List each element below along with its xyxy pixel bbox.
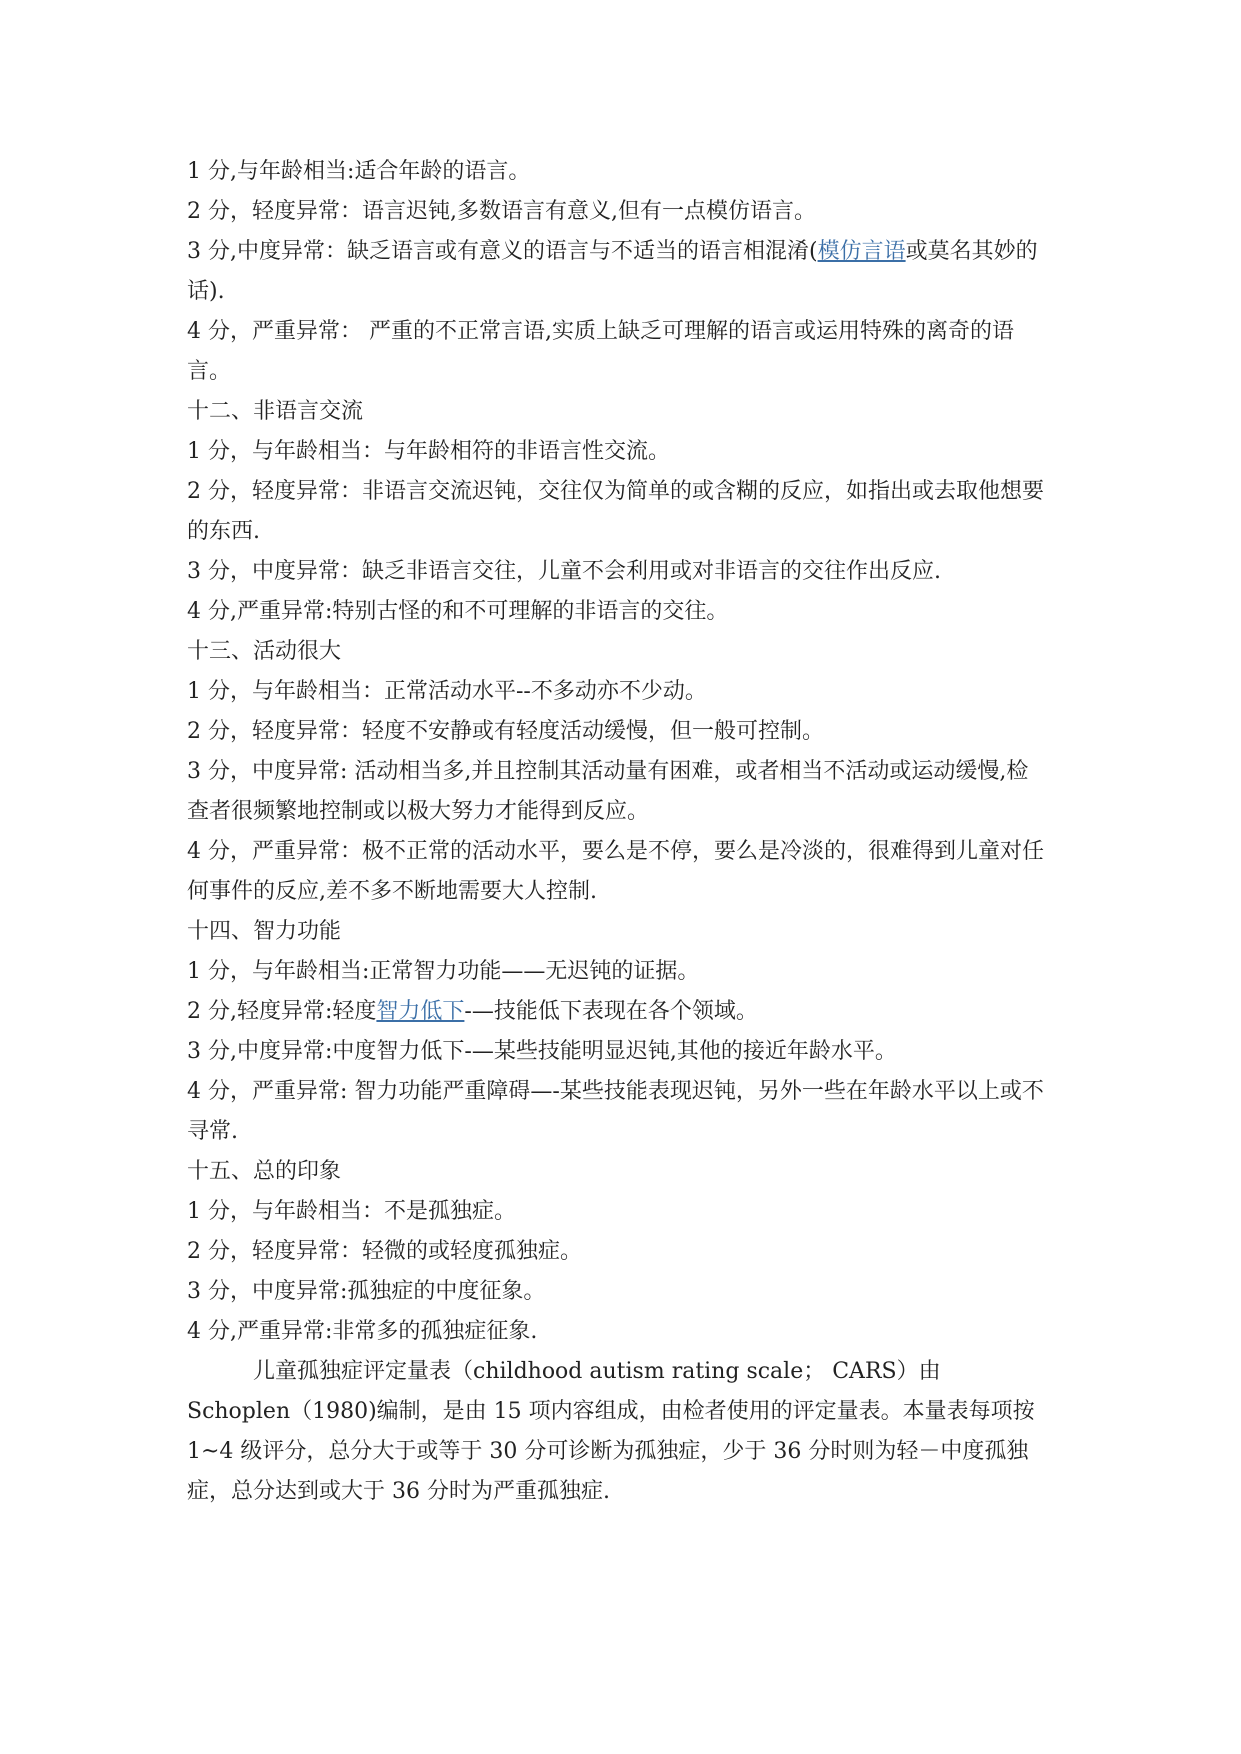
section-12-heading: 十二、非语言交流	[187, 399, 364, 424]
cars-summary-paragraph: 儿童孤独症评定量表（childhood autism rating scale； CARS）由 Schoplen（1980)编制，是由 15 项内容组成，由检者使用的评定量表。本量表每项按 1~4 级评分，总分大于或等于 30 分可诊断为孤独症，少于 36 分时则为轻－中度孤独症，总分达到或大于 36 分时为严重孤独症.	[187, 1359, 1035, 1504]
section-12-item-2: 2 分，轻度异常：非语言交流迟钝，交往仅为简单的或含糊的反应，如指出或去取他想要的东西.	[187, 479, 1044, 544]
section-14-item-2-after: -—技能低下表现在各个领域。	[464, 999, 758, 1024]
section-13-item-4: 4 分，严重异常：极不正常的活动水平，要么是不停，要么是冷淡的，很难得到儿童对任何事件的反应,差不多不断地需要大人控制.	[187, 839, 1044, 904]
language-item-3-after: 或莫名其妙的话).	[187, 239, 1038, 304]
section-13-item-2: 2 分，轻度异常：轻度不安静或有轻度活动缓慢，但一般可控制。	[187, 719, 824, 744]
section-15-item-1: 1 分，与年龄相当：不是孤独症。	[187, 1199, 516, 1224]
section-13-item-1: 1 分，与年龄相当：正常活动水平--不多动亦不少动。	[187, 679, 707, 704]
language-item-4: 4 分，严重异常： 严重的不正常言语,实质上缺乏可理解的语言或运用特殊的离奇的语言。	[187, 319, 1014, 384]
section-15-item-2: 2 分，轻度异常：轻微的或轻度孤独症。	[187, 1239, 582, 1264]
section-15-item-4: 4 分,严重异常:非常多的孤独症征象.	[187, 1319, 538, 1344]
section-14-item-2	[187, 992, 1047, 1032]
section-14-item-4: 4 分，严重异常: 智力功能严重障碍—-某些技能表现迟钝，另外一些在年龄水平以上或不寻常.	[187, 1079, 1044, 1144]
section-14-item-3: 3 分,中度异常:中度智力低下-—某些技能明显迟钝,其他的接近年龄水平。	[187, 1039, 897, 1064]
echolalia-link[interactable]: 模仿言语	[817, 239, 906, 264]
language-item-2: 2 分，轻度异常：语言迟钝,多数语言有意义,但有一点模仿语言。	[187, 199, 816, 224]
section-12-item-3: 3 分，中度异常：缺乏非语言交往，儿童不会利用或对非语言的交往作出反应.	[187, 559, 941, 584]
section-14-heading: 十四、智力功能	[187, 919, 342, 944]
language-item-3	[187, 232, 1047, 312]
section-13-heading: 十三、活动很大	[187, 639, 342, 664]
document-body	[187, 152, 1047, 1512]
section-14-item-2-before: 2 分,轻度异常:轻度	[187, 999, 377, 1024]
section-15-item-3: 3 分，中度异常:孤独症的中度征象。	[187, 1279, 546, 1304]
section-14-item-1: 1 分，与年龄相当:正常智力功能——无迟钝的证据。	[187, 959, 700, 984]
section-13-item-3: 3 分，中度异常: 活动相当多,并且控制其活动量有困难，或者相当不活动或运动缓慢,检查者很频繁地控制或以极大努力才能得到反应。	[187, 759, 1029, 824]
section-12-item-1: 1 分，与年龄相当：与年龄相符的非语言性交流。	[187, 439, 670, 464]
section-15-heading: 十五、总的印象	[187, 1159, 342, 1184]
language-item-1: 1 分,与年龄相当:适合年龄的语言。	[187, 159, 531, 184]
section-12-item-4: 4 分,严重异常:特别古怪的和不可理解的非语言的交往。	[187, 599, 729, 624]
intellectual-disability-link[interactable]: 智力低下	[376, 999, 465, 1024]
language-item-3-before: 3 分,中度异常：缺乏语言或有意义的语言与不适当的语言相混淆(	[187, 239, 818, 264]
